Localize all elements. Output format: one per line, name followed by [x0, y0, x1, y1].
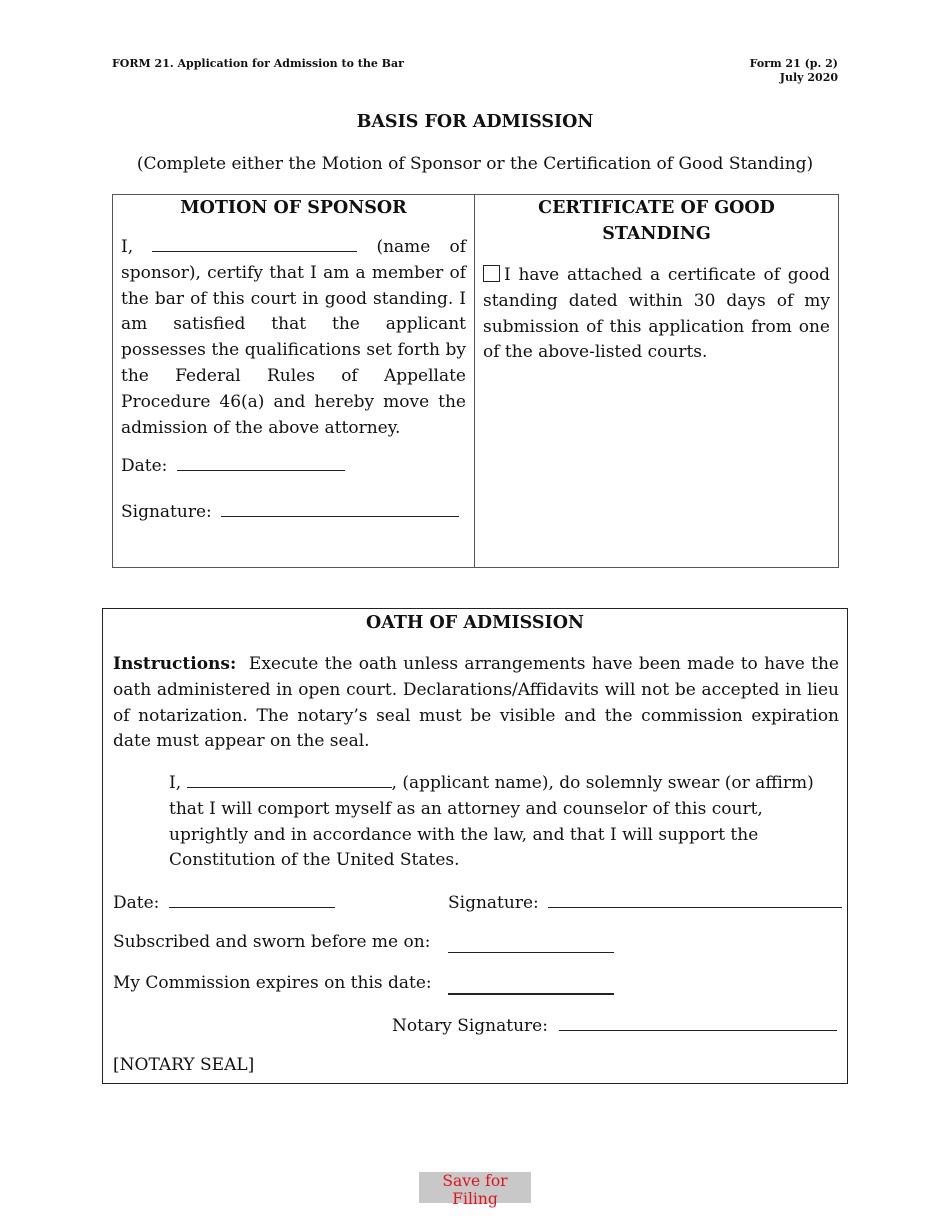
motion-paragraph [121, 235, 466, 441]
motion-signature-label: Signature: [121, 502, 212, 522]
motion-date-row [121, 454, 345, 476]
oath-signature-row [448, 891, 842, 913]
form-header-title: FORM 21. Application for Admission to the Bar [112, 57, 404, 70]
notary-signature-field[interactable] [559, 1014, 837, 1031]
oath-i-prefix: I, [169, 773, 182, 793]
sponsor-name-field[interactable] [152, 235, 357, 252]
commission-label: My Commission expires on this date: [113, 973, 432, 993]
subscribed-label: Subscribed and sworn before me on: [113, 932, 431, 952]
subscribed-row [113, 932, 430, 952]
certificate-paragraph [483, 263, 830, 366]
page-title: BASIS FOR ADMISSION [356, 112, 594, 132]
oath-text: , (applicant name), do solemnly swear (or affirm) that I will comport myself as an attorney and counselor of this court, uprightly and in accordance with the law, and that I will support the Constitution of the United States. [169, 773, 814, 871]
notary-signature-label: Notary Signature: [392, 1016, 548, 1036]
form-date-label: July 2020 [779, 71, 838, 84]
motion-text: (name of sponsor), certify that I am a member of the bar of this court in good standing. I am satisfied that the applicant possesses the qualifications set forth by the Federal Rules of Appellate Procedure 46(a) and hereby move the admission of the above attorney. [121, 237, 467, 438]
applicant-name-field[interactable] [187, 771, 392, 788]
notary-seal: [NOTARY SEAL] [113, 1055, 255, 1075]
oath-signature-label: Signature: [448, 893, 539, 913]
save-for-filing-button[interactable]: Save for Filing [419, 1172, 531, 1203]
oath-statement [169, 771, 829, 874]
oath-date-label: Date: [113, 893, 160, 913]
motion-heading: MOTION OF SPONSOR [180, 198, 407, 218]
form-page-label: Form 21 (p. 2) [749, 57, 838, 70]
notary-signature-row [392, 1014, 837, 1036]
certificate-section [475, 195, 838, 567]
commission-date-field[interactable] [448, 977, 614, 995]
motion-i-prefix: I, [121, 237, 134, 257]
form-header-meta [750, 57, 838, 85]
motion-of-sponsor-section [113, 195, 475, 567]
motion-signature-row [121, 500, 459, 522]
motion-date-label: Date: [121, 456, 168, 476]
certificate-text: I have attached a certificate of good standing dated within 30 days of my submission of this application from one of the above-listed courts. [483, 265, 830, 363]
good-standing-checkbox[interactable] [483, 265, 500, 282]
basis-for-admission-box [112, 194, 839, 568]
certificate-heading: CERTIFICATE OF GOOD STANDING [538, 198, 775, 244]
oath-date-field[interactable] [169, 891, 335, 908]
instructions-text: Execute the oath unless arrangements have been made to have the oath administered in open court. Declarations/Affidavits will not be accepted in lieu of notarization. The notary’s seal must be visible and the commission expiration date must appear on the seal. [113, 654, 839, 752]
motion-signature-field[interactable] [221, 500, 459, 517]
motion-date-field[interactable] [177, 454, 345, 471]
subscribed-date-field[interactable] [448, 936, 614, 953]
oath-signature-field[interactable] [548, 891, 842, 908]
oath-instructions [113, 652, 839, 755]
oath-date-row [113, 891, 335, 913]
commission-row [113, 973, 432, 993]
instructions-label: Instructions: [113, 654, 237, 674]
oath-heading: OATH OF ADMISSION [366, 613, 584, 633]
oath-of-admission-box [102, 608, 848, 1084]
page-subtitle: (Complete either the Motion of Sponsor or the Certification of Good Standing) [136, 154, 814, 174]
